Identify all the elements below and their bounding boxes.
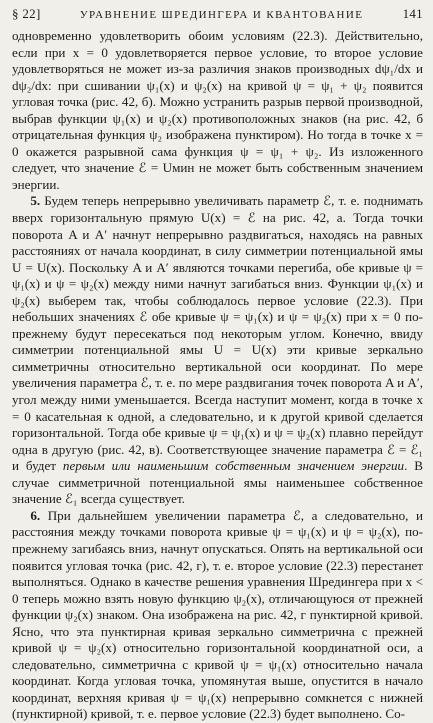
paragraph-5: [12, 193, 423, 507]
paragraph-number: 6.: [30, 507, 41, 523]
paragraph-number: 5.: [30, 193, 41, 209]
paragraph-text: Будем теперь непрерывно увеличивать параметр ℰ, т. е. поднимать вверх горизонтальную прямую U(x) = ℰ на рис. 42, а. Тогда точки поворота A и A′ начнут непрерывно раздвигаться, находясь на равных расстояниях от начала координат, в силу симметрии потенциальной ямы U = U(x). Поскольку A и A′ являются точками перегиба, обе кривые ψ = ψ₁(x) и ψ = ψ₂(x) между ними начнут загибаться вниз. Функции ψ₁(x) и ψ₂(x) выберем так, чтобы соблюдалось первое условие (22.3). При небольших значениях ℰ обе кривые ψ = ψ₁(x) и ψ = ψ₂(x) при x = 0 по-прежнему будут пересекаться под некоторым углом. Конечно, ввиду симметрии потенциальной ямы U = U(x) эти кривые зеркально симметричны относительно вертикальной оси координат. По мере увеличения параметра ℰ, т. е. по мере раздвигания точек поворота A и A′, угол между ними уменьшается. Всегда наступит момент, когда в точке x = 0 касательная к одной, а следовательно, и к другой кривой сделается горизонтальной. Тогда обе кривые ψ = ψ₁(x) и ψ = ψ₂(x) плавно перейдут одна в другую (рис. 42, в). Соответствующее значение параметра ℰ = ℰ₁ и будет: [12, 193, 423, 474]
paragraph-6: [12, 508, 423, 723]
section-number: § 22]: [12, 6, 41, 21]
paragraph-text: одновременно удовлетворить обоим условиям (22.3). Действительно, если при x = 0 удовлетворяется первое условие, то второе условие удовлетворяться не может из-за различия знаков производных dψ₁/dx и dψ₂/dx: при сшивании ψ₁(x) и ψ₂(x) на кривой ψ = ψ₁ + ψ₂ появится угловая точка (рис. 42, б). Можно устранить разрыв первой производной, выбрав функции ψ₁(x) и ψ₂(x) противоположных знаков (на рис. 42, б отрицательная функция ψ₂ изображена пунктиром). Но тогда в точке x = 0 окажется разрывной сама функция ψ = ψ₁ + ψ₂. Из изложенного следует, что значение ℰ = Uмин не может быть собственным значением энергии.: [12, 28, 423, 192]
body-text: [12, 28, 423, 723]
running-title: УРАВНЕНИЕ ШРЕДИНГЕРА И КВАНТОВАНИЕ: [79, 9, 364, 21]
paragraph-continuation: [12, 28, 423, 193]
emphasized-text: первым или наименьшим собственным значением энергии: [62, 458, 405, 474]
page-number: 141: [402, 6, 423, 21]
paragraph-text: При дальнейшем увеличении параметра ℰ, а следовательно, и расстояния между точками поворота кривые ψ = ψ₁(x) и ψ = ψ₂(x), по-прежнему загибаясь вниз, начнут опускаться. Опять на вертикальной оси появится угловая точка (рис. 42, г), т. е. второе условие (22.3) перестанет выполняться. Однако в качестве решения уравнения Шредингера при x < 0 теперь можно взять новую функцию ψ₂(x), отличающуюся от прежней функции ψ₂(x) знаком. Она изображена на рис. 42, г пунктирной кривой. Ясно, что эта пунктирная кривая зеркально симметрична с прежней кривой ψ = ψ₂(x) относительно горизонтальной координатной оси, а следовательно, симметрична с кривой ψ = ψ₁(x) относительно начала координат. Когда угловая точка, упомянутая выше, опустится в начало координат, верхняя кривая ψ = ψ₁(x) непрерывно сомкнется с нижней (пунктирной) кривой, т. е. первое условие (22.3) будет выполнено. Со-: [12, 507, 423, 722]
paragraph-text-after: . В случае симметричной потенциальной ямы наименьшее собственное значение ℰ₁ всегда существует.: [12, 458, 424, 507]
running-header: [12, 6, 423, 28]
